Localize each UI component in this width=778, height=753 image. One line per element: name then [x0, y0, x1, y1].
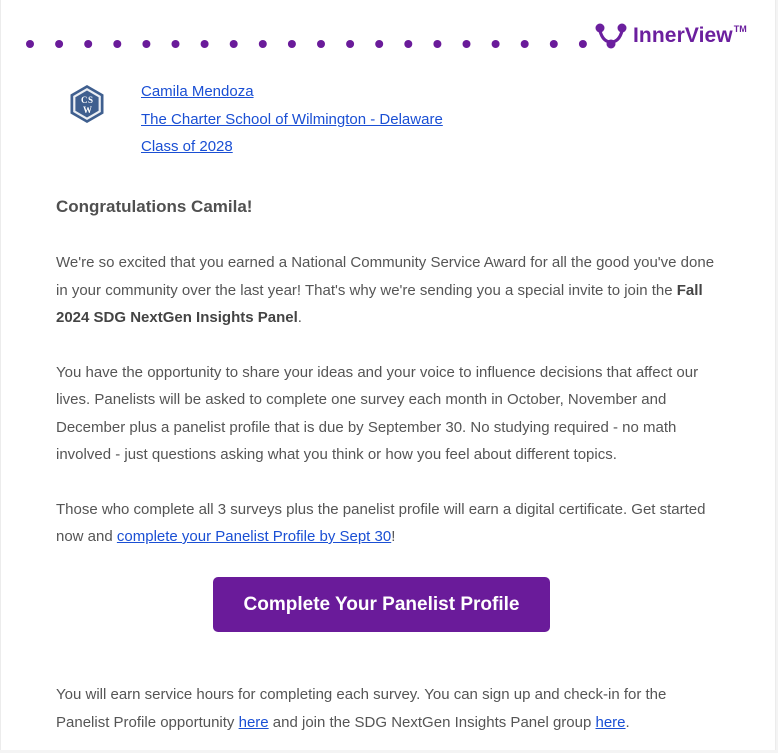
complete-profile-button[interactable]: Complete Your Panelist Profile — [213, 577, 550, 632]
service-hours-text-end: . — [625, 713, 630, 731]
certificate-paragraph — [56, 496, 716, 551]
divider-dot — [288, 40, 296, 48]
certificate-text: Those who complete all 3 surveys plus the panelist profile will earn a digital certificate. Get started now and — [56, 500, 706, 545]
group-here-link[interactable]: here — [595, 713, 626, 731]
divider-dot — [317, 40, 325, 48]
recipient-info — [141, 78, 443, 161]
divider-dot — [463, 40, 471, 48]
certificate-text-end: ! — [391, 528, 396, 545]
divider-dot — [521, 40, 529, 48]
email-body — [56, 192, 716, 578]
invite-paragraph — [56, 249, 716, 332]
divider-dot — [172, 40, 180, 48]
class-year-link[interactable]: Class of 2028 — [141, 138, 233, 155]
divider-dot — [579, 40, 587, 48]
school-link[interactable]: The Charter School of Wilmington - Delaware — [141, 110, 443, 128]
cta-container — [213, 577, 550, 632]
panel-name: Fall 2024 SDG NextGen Insights Panel — [56, 281, 703, 326]
dotted-divider — [26, 39, 596, 49]
service-hours-text: You will earn service hours for completing each survey. You can sign up and check-in for the Panelist Profile opportunity — [56, 686, 667, 731]
divider-dot — [26, 40, 34, 48]
divider-dot — [113, 40, 121, 48]
divider-dot — [230, 40, 238, 48]
divider-dot — [84, 40, 92, 48]
invite-text-end: . — [297, 309, 302, 326]
innerview-logo-icon — [594, 22, 628, 50]
divider-dot — [404, 40, 412, 48]
svg-text:W: W — [83, 105, 92, 115]
divider-dot — [492, 40, 500, 48]
details-paragraph: You have the opportunity to share your ideas and your voice to influence decisions that affect our lives. Panelists will be asked to complete one survey each month in October, November and December plus a panelist profile that is due by September 30. No studying required - no math involved - just questions asking what you think or how you feel about different topics. — [56, 363, 699, 463]
divider-dot — [259, 40, 267, 48]
divider-dot — [375, 40, 383, 48]
divider-dot — [142, 40, 150, 48]
invite-text: We're so excited that you earned a National Community Service Award for all the good you've done in your community over the last year! That's why we're sending you a special invite to join the — [56, 254, 715, 299]
panelist-profile-link[interactable]: complete your Panelist Profile by Sept 30 — [116, 528, 392, 545]
logo-trademark: TM — [733, 24, 747, 34]
email-header — [1, 0, 775, 70]
recipient-name-link[interactable]: Camila Mendoza — [141, 83, 254, 100]
divider-dot — [550, 40, 558, 48]
school-seal-icon — [67, 84, 107, 124]
divider-dot — [201, 40, 209, 48]
innerview-logo[interactable] — [594, 21, 747, 51]
divider-dot — [433, 40, 441, 48]
svg-text:S: S — [88, 95, 94, 105]
service-hours-text-middle: and join the SDG NextGen Insights Panel group — [268, 713, 596, 731]
greeting-heading: Congratulations Camila! — [56, 197, 253, 216]
divider-dot — [346, 40, 354, 48]
divider-dot — [55, 40, 63, 48]
svg-text:C: C — [81, 95, 88, 105]
logo-wordmark: InnerView — [633, 24, 733, 47]
signup-here-link[interactable]: here — [238, 713, 269, 731]
service-hours-paragraph — [56, 681, 716, 736]
